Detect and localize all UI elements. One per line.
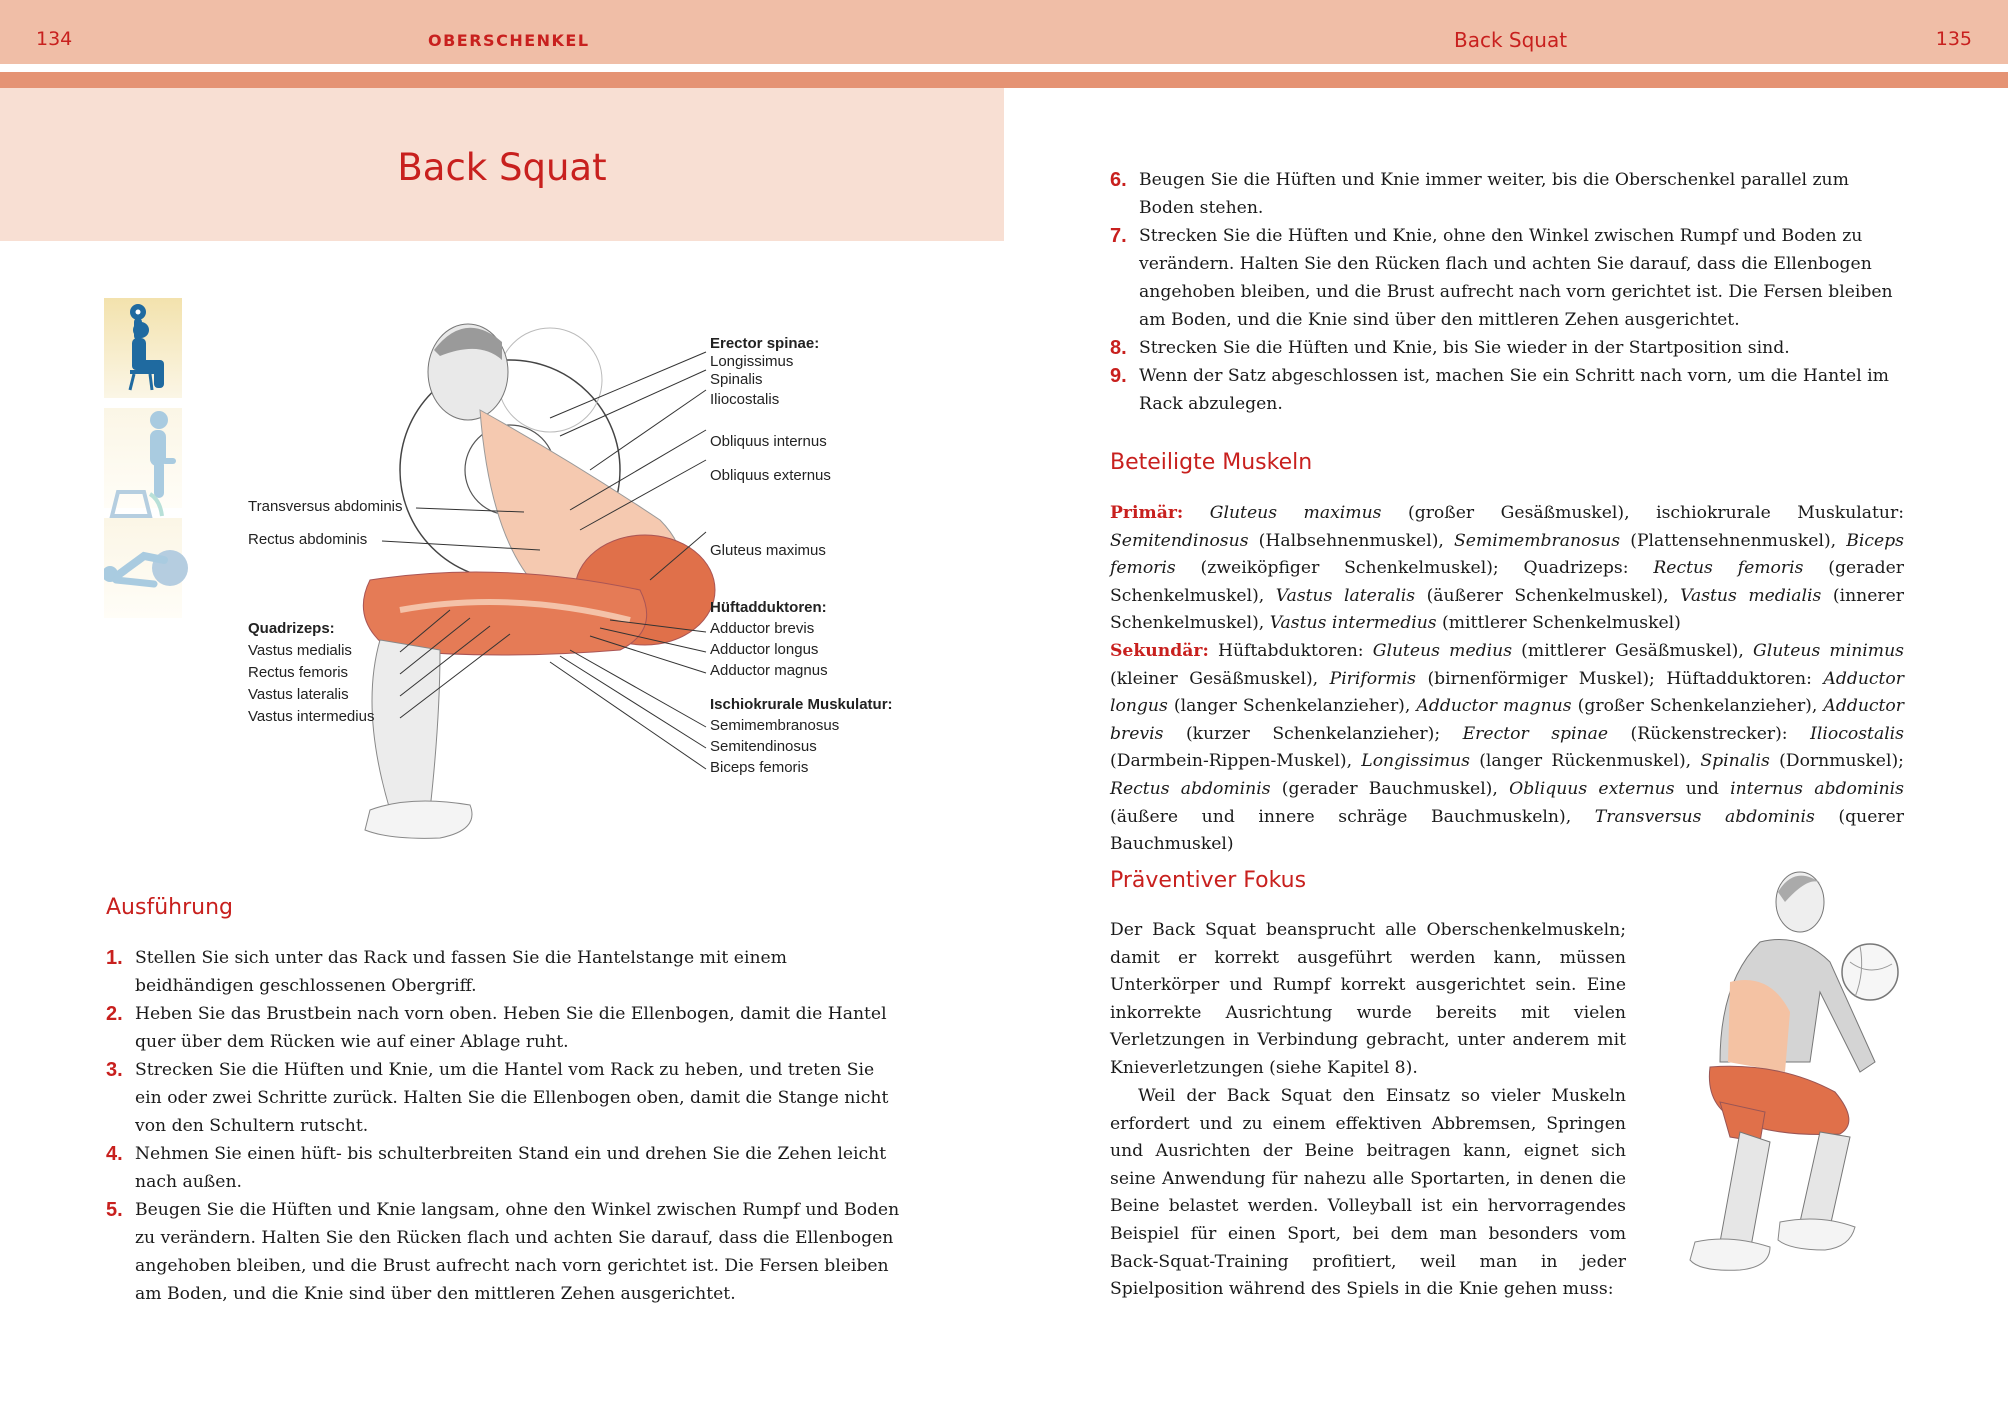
label-adductor-magnus: Adductor magnus (710, 662, 828, 679)
label-spinalis: Spinalis (710, 371, 763, 388)
step-text: Strecken Sie die Hüften und Knie, ohne den Winkel zwischen Rumpf und Boden zu verändern. Halten Sie den Rücken flach und achten Sie darauf, dass die Ellenbogen angehoben bleiben, und die Brust aufrecht nach vorn gerichtet ist. Die Fersen bleiben am Boden, und die Knie sind über den mittleren Zehen ausgerichtet. (1139, 226, 1893, 330)
secondary-muscles-paragraph (1110, 638, 1904, 859)
prevention-paragraph-2: Weil der Back Squat den Einsatz so vieler Muskeln erfordert und zu einem effektiven Abbremsen, Springen und Ausrichten der Beine beitragen kann, eignet sich seine Anwendung für nahezu alle Sportarten, in denen die Beine belastet werden. Volleyball ist ein hervorragendes Beispiel für einen Sport, bei dem man besonders vom Back-Squat-Training profitiert, weil man in jeder Spielposition während des Spiels in die Knie gehen muss: (1110, 1086, 1626, 1300)
label-iliocostalis: Iliocostalis (710, 391, 780, 408)
label-vastus-intermedius: Vastus intermedius (248, 708, 375, 725)
step-item (106, 944, 900, 1000)
prevention-paragraph-1: Der Back Squat beansprucht alle Oberschenkelmuskeln; damit er korrekt ausgeführt werden kann, müssen Unterkörper und Rumpf korrekt ausgerichtet sein. Eine inkorrekte Ausrichtung wurde bereits mit vielen Verletzungen in Verbindung gebracht, unter anderem mit Knieverletzungen (siehe Kapitel 8). (1110, 920, 1626, 1078)
right-page-number: 135 (1935, 28, 1972, 50)
step-text: Beugen Sie die Hüften und Knie immer weiter, bis die Oberschenkel parallel zum Boden stehen. (1139, 170, 1849, 218)
step-number: 1. (106, 947, 123, 969)
volleyball-icon (1842, 944, 1898, 1000)
step-item (106, 1000, 900, 1056)
label-vastus-lateralis: Vastus lateralis (248, 686, 349, 703)
label-biceps-femoris: Biceps femoris (710, 759, 809, 776)
label-ischiokrurale-heading: Ischiokrurale Muskulatur: (710, 696, 893, 713)
header-stripe (0, 72, 2008, 88)
step-item (106, 1196, 900, 1308)
label-obliquus-externus: Obliquus externus (710, 467, 831, 484)
step-text: Beugen Sie die Hüften und Knie langsam, ohne den Winkel zwischen Rumpf und Boden zu verändern. Halten Sie den Rücken flach und achten Sie darauf, dass die Ellenbogen angehoben bleiben, und die Brust aufrecht nach vorn gerichtet ist. Die Fersen bleiben am Boden, und die Knie sind über den mittleren Zehen ausgerichtet. (135, 1200, 900, 1304)
step-item (1110, 166, 1904, 222)
step-number: 5. (106, 1199, 123, 1221)
step-item (1110, 362, 1904, 418)
label-rectus-femoris: Rectus femoris (248, 664, 349, 681)
primary-muscles-text: Gluteus maximus (großer Gesäßmuskel), ischiokrurale Muskulatur: Semitendinosus (Halbsehnenmuskel), Semimembranosus (Plattensehnenmuskel), Biceps femoris (zweiköpfiger Schenkelmuskel); Quadrizeps: Rectus femoris (gerader Schenkelmuskel), Vastus lateralis (äußerer Schenkelmuskel), Vastus medialis (innerer Schenkelmuskel), Vastus intermedius (mittlerer Schenkelmuskel) (1110, 503, 1905, 634)
step-text: Nehmen Sie einen hüft- bis schulterbreiten Stand ein und drehen Sie die Zehen leicht nach außen. (135, 1144, 887, 1192)
label-rectus-abdominis: Rectus abdominis (248, 531, 368, 548)
label-vastus-medialis: Vastus medialis (248, 642, 352, 659)
secondary-label: Sekundär: (1110, 641, 1209, 661)
right-running-head: Back Squat (1454, 28, 1568, 52)
page-title: Back Squat (397, 146, 607, 189)
label-adductor-brevis: Adductor brevis (710, 620, 815, 637)
seated-dumbbell-press-icon (104, 298, 182, 398)
title-block (0, 88, 1004, 241)
step-text: Wenn der Satz abgeschlossen ist, machen Sie ein Schritt nach vorn, um die Hantel im Rack abzulegen. (1139, 366, 1889, 414)
label-erector-spinae-heading: Erector spinae: (710, 335, 820, 352)
step-text: Stellen Sie sich unter das Rack und fassen Sie die Hantelstange mit einem beidhändigen geschlossenen Obergriff. (135, 948, 787, 996)
step-number: 4. (106, 1143, 123, 1165)
execution-steps-right (1110, 166, 1904, 418)
label-longissimus: Longissimus (710, 353, 794, 370)
execution-steps-left (106, 944, 900, 1308)
step-number: 8. (1110, 337, 1127, 359)
label-gluteus-maximus: Gluteus maximus (710, 542, 826, 559)
step-up-box-icon (104, 408, 182, 508)
secondary-muscles-text: Hüftabduktoren: Gluteus medius (mittlerer Gesäßmuskel), Gluteus minimus (kleiner Gesäßmuskel), Piriformis (birnenförmiger Muskel); Hüftadduktoren: Adductor longus (langer Schenkelanzieher), Adductor magnus (großer Schenkelanzieher), Adductor brevis (kurzer Schenkelanzieher); Erector spinae (Rückenstrecker): Iliocostalis (Darmbein-Rippen-Muskel), Longissimus (langer Rückenmuskel), Spinalis (Dornmuskel); Rectus abdominis (gerader Bauchmuskel), Obliquus externus und internus abdominis (äußere und innere schräge Bauchmuskeln), Transversus abdominis (querer Bauchmuskel) (1110, 641, 1905, 855)
primary-muscles-paragraph (1110, 500, 1904, 638)
step-text: Strecken Sie die Hüften und Knie, um die Hantel vom Rack zu heben, und treten Sie ein oder zwei Schritte zurück. Halten Sie die Ellenbogen oben, damit die Stange nicht von den Schultern rutscht. (135, 1060, 889, 1136)
back-squat-anatomy-diagram (240, 290, 920, 870)
step-item (106, 1056, 900, 1140)
step-number: 2. (106, 1003, 123, 1025)
muscles-heading: Beteiligte Muskeln (1110, 450, 1313, 475)
stability-ball-exercise-icon (104, 518, 182, 618)
step-text: Strecken Sie die Hüften und Knie, bis Sie wieder in der Startposition sind. (1139, 338, 1790, 358)
left-running-head: OBERSCHENKEL (428, 31, 590, 50)
label-semitendinosus: Semitendinosus (710, 738, 817, 755)
volleyball-player-illustration (1660, 862, 1900, 1302)
step-text: Heben Sie das Brustbein nach vorn oben. Heben Sie die Ellenbogen, damit die Hantel quer über dem Rücken wie auf einer Ablage ruht. (135, 1004, 887, 1052)
label-obliquus-internus: Obliquus internus (710, 433, 827, 450)
label-quadrizeps-heading: Quadrizeps: (248, 620, 335, 637)
left-page-number: 134 (36, 28, 73, 50)
label-semimembranosus: Semimembranosus (710, 717, 840, 734)
exercise-icon-column (104, 298, 182, 628)
header-gap (0, 64, 2008, 72)
label-transversus-abdominis: Transversus abdominis (248, 498, 403, 515)
step-item (1110, 222, 1904, 334)
label-adductor-longus: Adductor longus (710, 641, 819, 658)
step-item (106, 1140, 900, 1196)
step-item (1110, 334, 1904, 362)
squat-figure-illustration (240, 290, 920, 870)
execution-heading: Ausführung (106, 895, 233, 920)
prevention-heading: Präventiver Fokus (1110, 868, 1307, 893)
step-number: 9. (1110, 365, 1127, 387)
step-number: 7. (1110, 225, 1127, 247)
step-number: 6. (1110, 169, 1127, 191)
step-number: 3. (106, 1059, 123, 1081)
header-band (0, 0, 2008, 64)
primary-label: Primär: (1110, 503, 1184, 523)
label-hueftadduktoren-heading: Hüftadduktoren: (710, 599, 827, 616)
